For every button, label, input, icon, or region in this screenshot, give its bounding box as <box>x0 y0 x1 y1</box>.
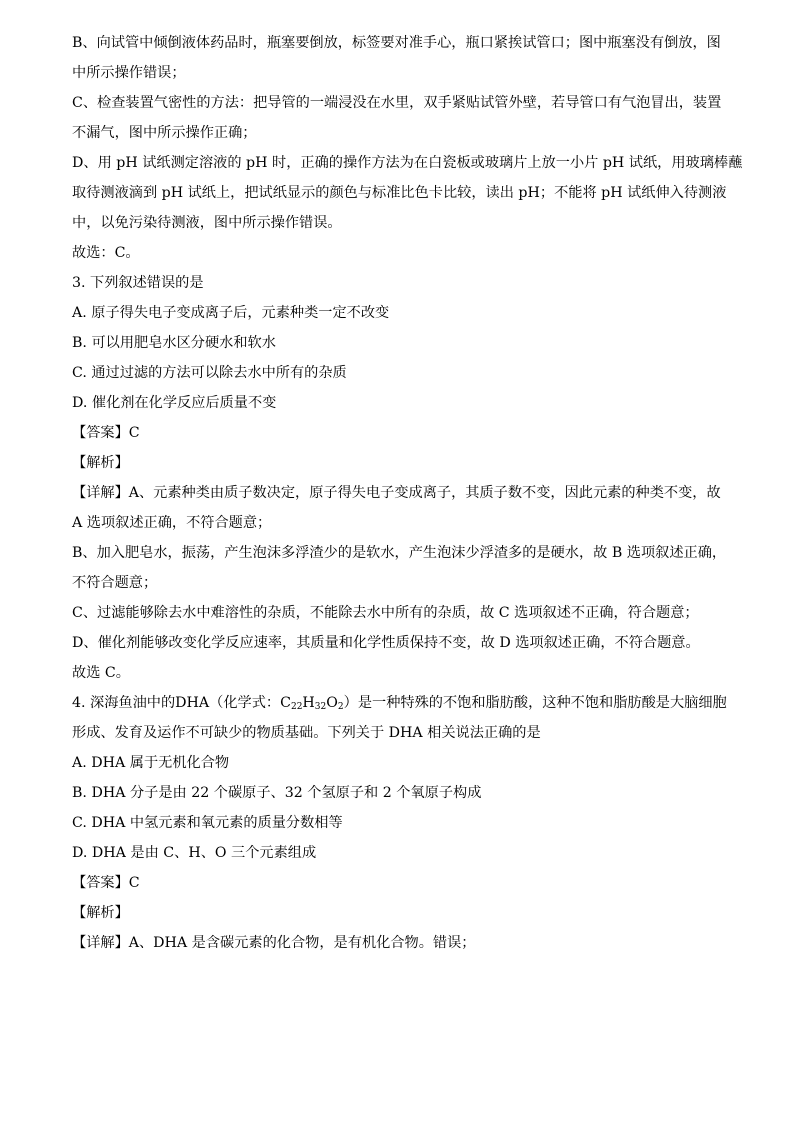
question-3-detail-6: D、催化剂能够改变化学反应速率，其质量和化学性质保持不变，故 D 选项叙述正确，不符合题意。 <box>72 635 700 651</box>
question-3-detail-1: 【详解】A、元素种类由质子数决定，原子得失电子变成离子，其质子数不变，因此元素的种类不变，故 <box>72 485 721 501</box>
question-4-stem-part-a: 4. 深海鱼油中的DHA（化学式：C <box>72 695 291 711</box>
question-3-detail-7: 故选 C。 <box>72 665 130 681</box>
question-3-option-b: B. 可以用肥皂水区分硬水和软水 <box>72 335 276 351</box>
question-4-stem-line-2: 形成、发育及运作不可缺少的物质基础。下列关于 DHA 相关说法正确的是 <box>72 725 541 741</box>
question-3-stem: 3. 下列叙述错误的是 <box>72 275 204 291</box>
text-line-c2: 不漏气，图中所示操作正确； <box>72 125 257 141</box>
formula-subscript-oxygen: 2 <box>337 702 344 712</box>
question-3-option-a: A. 原子得失电子变成离子后，元素种类一定不改变 <box>72 305 390 321</box>
text-line-b1: B、向试管中倾倒液体药品时，瓶塞要倒放，标签要对准手心，瓶口紧挨试管口；图中瓶塞没有倒放，图 <box>72 35 721 51</box>
question-4-option-a: A. DHA 属于无机化合物 <box>72 755 230 771</box>
formula-subscript-hydrogen: 32 <box>314 702 327 712</box>
question-3-detail-3: B、加入肥皂水，振荡，产生泡沫多浮渣少的是软水，产生泡沫少浮渣多的是硬水，故 B 选项叙述正确， <box>72 545 727 561</box>
question-4-analysis-label: 【解析】 <box>72 905 129 921</box>
question-3-option-c: C. 通过过滤的方法可以除去水中所有的杂质 <box>72 365 347 381</box>
question-4-option-d: D. DHA 是由 C、H、O 三个元素组成 <box>72 845 317 861</box>
question-4-stem <box>72 688 727 718</box>
text-line-d3: 中，以免污染待测液，图中所示操作错误。 <box>72 215 342 231</box>
question-4-detail-1: 【详解】A、DHA 是含碳元素的化合物，是有机化合物。错误； <box>72 935 476 951</box>
question-4-answer: 【答案】C <box>72 875 140 891</box>
question-4-option-c: C. DHA 中氢元素和氧元素的质量分数相等 <box>72 815 343 831</box>
question-4-option-b: B. DHA 分子是由 22 个碳原子、32 个氢原子和 2 个氧原子构成 <box>72 785 482 801</box>
question-3-analysis-label: 【解析】 <box>72 455 129 471</box>
choose-line: 故选：C。 <box>72 245 140 261</box>
formula-subscript-carbon: 22 <box>290 702 303 712</box>
question-4-stem-part-c: O <box>326 695 338 711</box>
question-3-option-d: D. 催化剂在化学反应后质量不变 <box>72 395 277 411</box>
question-3-answer: 【答案】C <box>72 425 140 441</box>
question-4-stem-part-d: ）是一种特殊的不饱和脂肪酸，这种不饱和脂肪酸是大脑细胞 <box>343 695 727 711</box>
document-page <box>72 28 743 958</box>
question-3-detail-2: A 选项叙述正确，不符合题意； <box>72 515 272 531</box>
text-line-d1: D、用 pH 试纸测定溶液的 pH 时，正确的操作方法为在白瓷板或玻璃片上放一小片 pH 试纸，用玻璃棒蘸 <box>72 155 743 171</box>
question-3-detail-4: 不符合题意； <box>72 575 158 591</box>
text-line-b2: 中所示操作错误； <box>72 65 186 81</box>
question-3-detail-5: C、过滤能够除去水中难溶性的杂质，不能除去水中所有的杂质，故 C 选项叙述不正确，符合题意； <box>72 605 699 621</box>
text-line-d2: 取待测液滴到 pH 试纸上，把试纸显示的颜色与标准比色卡比较，读出 pH；不能将 pH 试纸伸入待测液 <box>72 185 727 201</box>
text-line-c1: C、检查装置气密性的方法：把导管的一端浸没在水里，双手紧贴试管外壁，若导管口有气泡冒出，装置 <box>72 95 722 111</box>
question-4-stem-part-b: H <box>302 695 315 711</box>
